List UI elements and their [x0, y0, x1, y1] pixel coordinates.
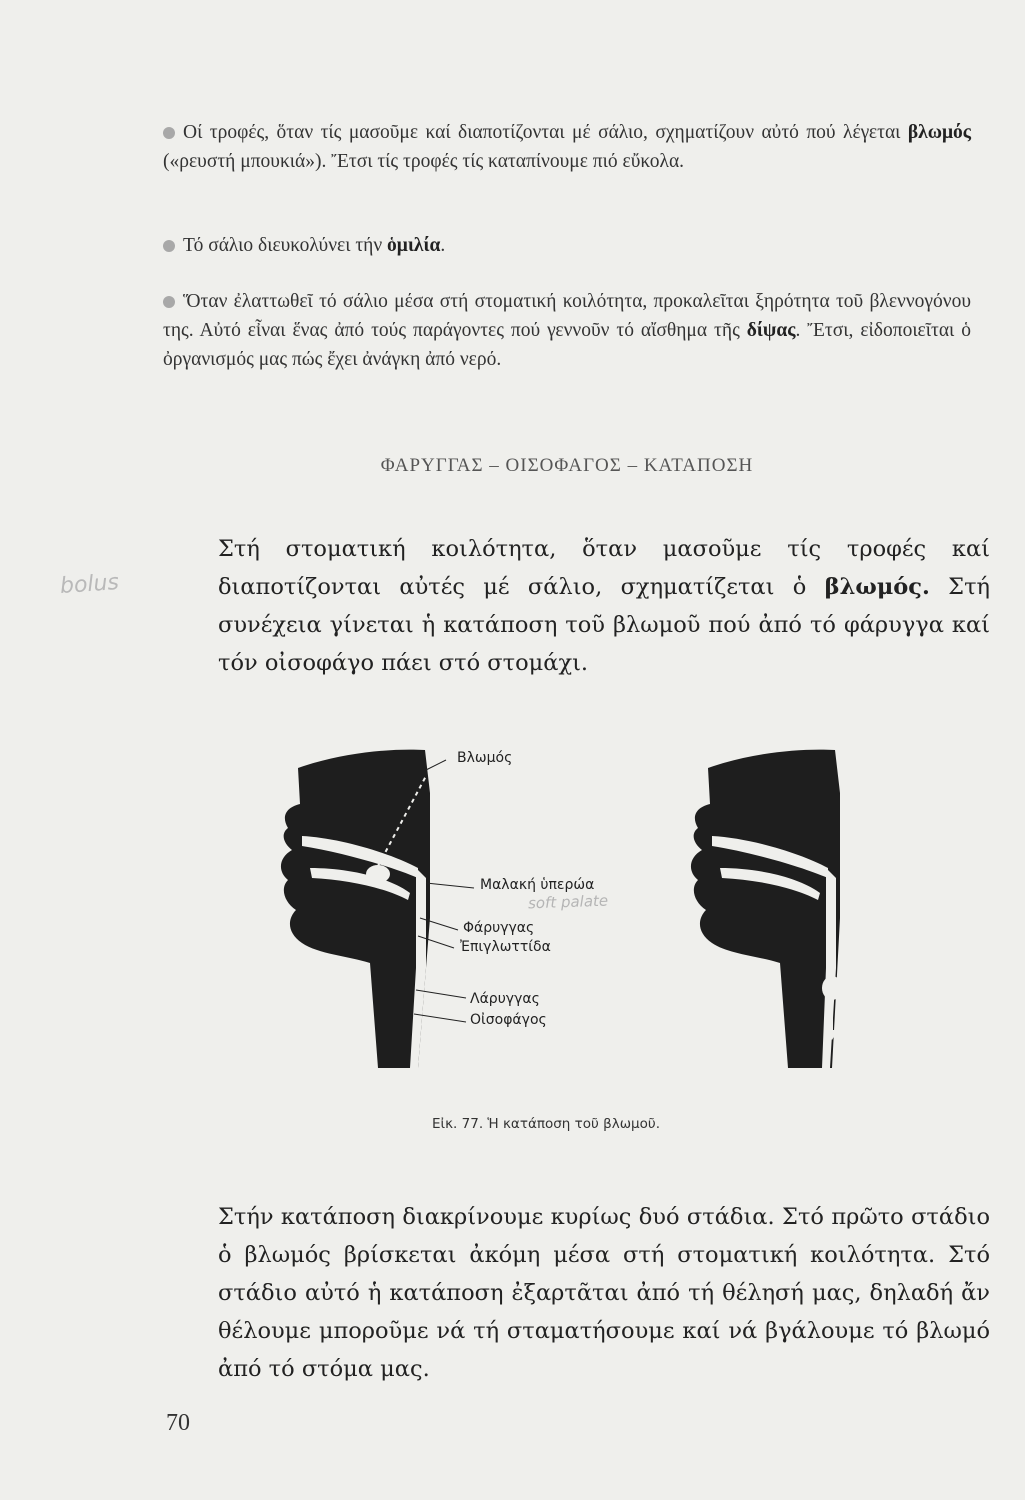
bolus-mark-esophagus [822, 976, 842, 1000]
main-paragraph-2: Στήν κατάποση διακρίνουμε κυρίως δυό στάδια. Στό πρῶτο στάδιο ὁ βλωμός βρίσκεται ἀκόμη μέσα στή στοματική κοιλότητα. Στό στάδιο αὐτό ἡ κατάποση ἐξαρτᾶται ἀπό τή θέλησή μας, δηλαδή ἄν θέλουμε μποροῦμε νά τή σταματήσουμε καί νά βγάλουμε τό βλωμό ἀπό τό στόμα μας. [218, 1204, 990, 1382]
bullet-dot-icon [163, 127, 175, 139]
handwritten-margin-note: bolus [59, 569, 120, 600]
right-head-silhouette [691, 750, 842, 1068]
figure-caption: Εἰκ. 77. Ἡ κατάποση τοῦ βλωμοῦ. [432, 1116, 660, 1132]
term-thirst: δίψας [746, 320, 796, 341]
swallowing-diagram [240, 718, 920, 1108]
main-paragraph-1: Στή στοματική κοιλότητα, ὅταν μασοῦμε τίς τροφές καί διαποτίζονται αὐτές μέ σάλιο, σχηματίζεται ὁ βλωμός. Στή συνέχεια γίνεται ἡ κατάποση τοῦ βλωμοῦ πού ἀπό τό φάρυγγα καί τόν οἰσοφάγο πάει στό στομάχι. [218, 536, 990, 676]
bullet-paragraph-speech: Τό σάλιο διευκολύνει τήν ὁμιλία. [163, 231, 971, 260]
left-head-silhouette [281, 750, 474, 1068]
term-bolus: βλωμός [907, 122, 971, 143]
label-epiglottis: Ἐπιγλωττίδα [460, 939, 551, 955]
label-bolus: Βλωμός [457, 750, 513, 766]
label-esophagus: Οἰσοφάγος [470, 1012, 547, 1028]
handwritten-soft-palate-note: soft palate [527, 891, 609, 913]
bullet-paragraph-bolus: Οί τροφές, ὅταν τίς μασοῦμε καί διαποτίζονται μέ σάλιο, σχηματίζουν αὐτό πού λέγεται βλωμός («ρευστή μπουκιά»). Ἔτσι τίς τροφές τίς καταπίνουμε πιό εὔκολα. [163, 122, 971, 172]
label-larynx: Λάρυγγας [470, 991, 540, 1007]
label-pharynx: Φάρυγγας [463, 920, 535, 936]
label-soft-palate: Μαλακή ὑπερώα [480, 877, 595, 893]
term-speech: ὁμιλία [387, 235, 441, 256]
bullet-dot-icon [163, 240, 175, 252]
section-title: ΦΑΡΥΓΓΑΣ – ΟΙΣΟΦΑΓΟΣ – ΚΑΤΑΠΟΣΗ [380, 455, 754, 476]
page-number: 70 [166, 1410, 190, 1436]
bolus-mark [366, 865, 390, 883]
term-bolus-main: βλωμός. [824, 574, 930, 600]
bullet-paragraph-thirst: Ὅταν ἐλαττωθεῖ τό σάλιο μέσα στή στοματική κοιλότητα, προκαλεῖται ξηρότητα τοῦ βλεννογόνου της. Αὐτό εἶναι ἕνας ἀπό τούς παράγοντες πού γεννοῦν τό αἴσθημα τῆς δίψας. Ἔτσι, εἰδοποιεῖται ὁ ὀργανισμός μας πώς ἔχει ἀνάγκη ἀπό νερό. [163, 291, 971, 370]
bullet-dot-icon [163, 296, 175, 308]
